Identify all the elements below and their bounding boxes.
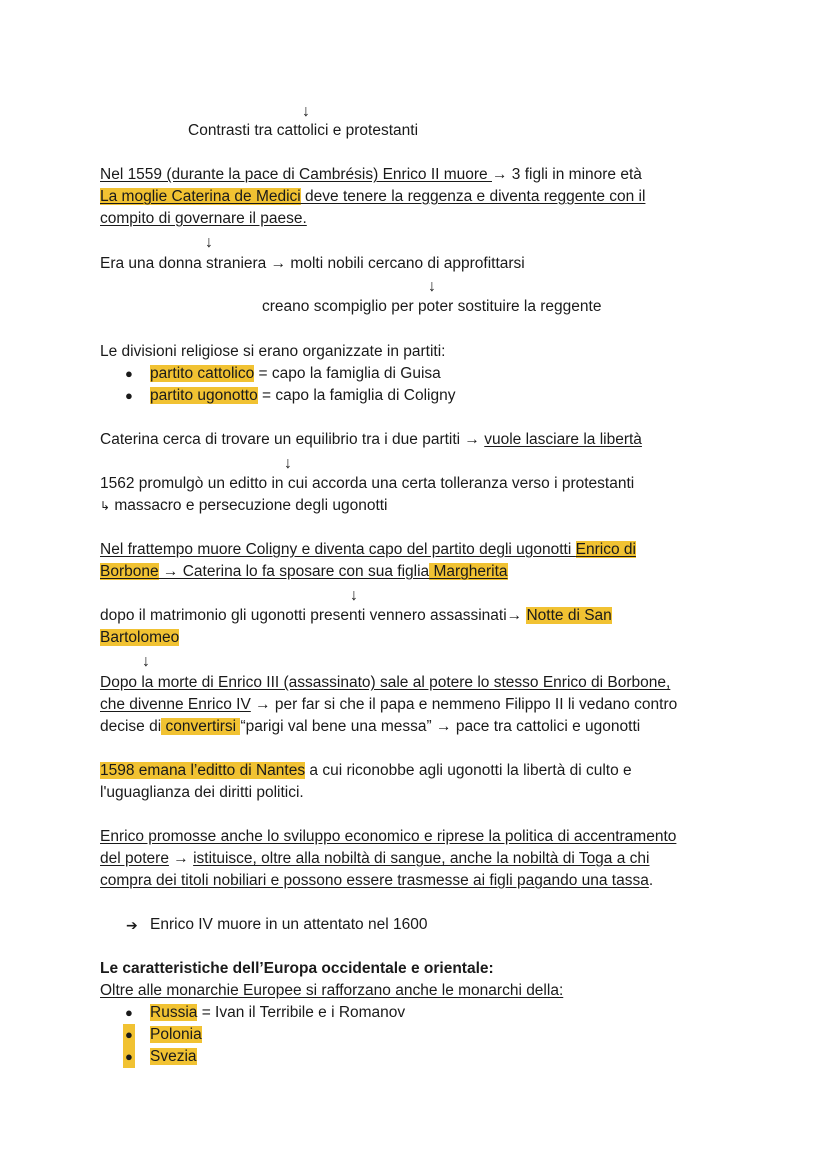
text-segment: Caterina cerca di trovare un equilibrio tra i due partiti →: [100, 431, 485, 448]
paragraph-line: Enrico IV muore in un attentato nel 1600: [150, 916, 428, 933]
highlighted-text: convertirsi: [161, 718, 241, 735]
bullet-icon: ●: [123, 1024, 135, 1046]
paragraph-line: [100, 716, 640, 738]
highlighted-text: Svezia: [150, 1048, 197, 1065]
bullet-icon: ●: [125, 366, 133, 381]
text-segment: Oltre alle monarchie Europee si rafforzano anche le monarchi della:: [100, 982, 564, 999]
paragraph-line: Le divisioni religiose si erano organizzate in partiti:: [100, 343, 446, 360]
highlighted-text: Russia: [150, 1004, 198, 1021]
highlighted-text: Enrico di: [575, 541, 636, 558]
section-title: Contrasti tra cattolici e protestanti: [188, 122, 419, 139]
text-segment: = capo la famiglia di Coligny: [257, 387, 456, 404]
paragraph-line: [100, 539, 636, 561]
paragraph-line: [100, 826, 676, 848]
highlighted-text: partito cattolico: [150, 365, 255, 382]
paragraph-line: [100, 605, 612, 627]
paragraph-line: Era una donna straniera → molti nobili cercano di approfittarsi: [100, 255, 525, 272]
paragraph-line: [100, 760, 632, 782]
text-segment: Nel frattempo muore Coligny e diventa capo del partito degli ugonotti: [100, 541, 576, 558]
list-item: [150, 1046, 197, 1068]
highlighted-text: Borbone: [100, 563, 159, 580]
highlighted-text: partito ugonotto: [150, 387, 258, 404]
down-arrow-icon: ↓: [205, 234, 213, 251]
bullet-icon: ●: [123, 1046, 135, 1068]
text-segment: .: [648, 872, 654, 889]
text-segment: compito di governare il paese.: [100, 210, 307, 227]
text-segment: → 3 figli in minore età: [492, 166, 642, 183]
paragraph-line: [100, 694, 677, 716]
arrow-bullet-icon: ➔: [126, 917, 138, 933]
text-segment: “parigi val bene una messa” → pace tra cattolici e ugonotti: [240, 718, 641, 735]
text-segment: vuole lasciare la libertà: [484, 431, 642, 448]
text-segment: compra dei titoli nobiliari e possono essere trasmesse ai figli pagando una tassa: [100, 872, 649, 889]
text-segment: decise di: [100, 718, 162, 735]
paragraph-line: creano scompiglio per poter sostituire la reggente: [262, 298, 602, 315]
paragraph-line: [100, 429, 642, 451]
text-segment: Nel 1559 (durante la pace di Cambrésis) Enrico II muore: [100, 166, 492, 183]
paragraph-line: [100, 627, 179, 649]
highlighted-text: Notte di San: [526, 607, 612, 624]
text-segment: istituisce, oltre alla nobiltà di sangue, anche la nobiltà di Toga a chi: [193, 850, 650, 867]
highlighted-text: Margherita: [429, 563, 508, 580]
text-segment: Enrico promosse anche lo sviluppo economico e riprese la politica di accentramento: [100, 828, 677, 845]
paragraph-line: [100, 164, 642, 186]
text-segment: del potere: [100, 850, 169, 867]
text-segment: massacro e persecuzione degli ugonotti: [110, 497, 388, 514]
down-arrow-icon: ↓: [350, 587, 358, 604]
paragraph-line: [100, 208, 307, 230]
text-segment: = Ivan il Terribile e i Romanov: [197, 1004, 406, 1021]
bullet-icon: ●: [125, 388, 133, 403]
text-segment: = capo la famiglia di Guisa: [254, 365, 441, 382]
paragraph-line: [100, 980, 563, 1002]
text-segment: → per far si che il papa e nemmeno Filippo II li vedano contro: [250, 696, 678, 713]
paragraph-line: l'uguaglianza dei diritti politici.: [100, 784, 304, 801]
paragraph-line: [100, 672, 670, 694]
down-arrow-icon: ↓: [142, 653, 150, 670]
highlighted-text: Polonia: [150, 1026, 202, 1043]
text-segment: deve tenere la reggenza e diventa reggente con il: [300, 188, 646, 205]
paragraph-line: [100, 848, 649, 870]
text-segment: a cui riconobbe agli ugonotti la libertà di culto e: [305, 762, 632, 779]
highlighted-text: 1598 emana l’editto di Nantes: [100, 762, 306, 779]
text-segment: Dopo la morte di Enrico III (assassinato) sale al potere lo stesso Enrico di Borbone,: [100, 674, 671, 691]
text-segment: dopo il matrimonio gli ugonotti presenti vennero assassinati→: [100, 607, 527, 624]
list-item: [150, 1024, 202, 1046]
paragraph-line: 1562 promulgò un editto in cui accorda una certa tolleranza verso i protestanti: [100, 475, 635, 492]
down-arrow-icon: ↓: [284, 455, 292, 472]
list-item: [150, 1002, 405, 1024]
text-segment: → Caterina lo fa sposare con sua figlia: [158, 563, 430, 580]
highlighted-text: Bartolomeo: [100, 629, 180, 646]
text-segment: →: [168, 850, 194, 867]
list-item: [150, 363, 441, 385]
highlighted-text: La moglie Caterina de Medici: [100, 188, 301, 205]
paragraph-line: [100, 186, 645, 208]
text-segment: che divenne Enrico IV: [100, 696, 251, 713]
paragraph-line: [100, 561, 508, 583]
list-item: [150, 385, 455, 407]
down-arrow-icon: ↓: [302, 103, 310, 120]
bullet-icon: ●: [125, 1005, 133, 1020]
paragraph-line: [100, 870, 653, 892]
down-arrow-icon: ↓: [428, 278, 436, 295]
paragraph-line: [100, 495, 388, 517]
section-heading: Le caratteristiche dell’Europa occidentale e orientale:: [100, 960, 494, 977]
hook-arrow-icon: ↳: [100, 499, 111, 513]
